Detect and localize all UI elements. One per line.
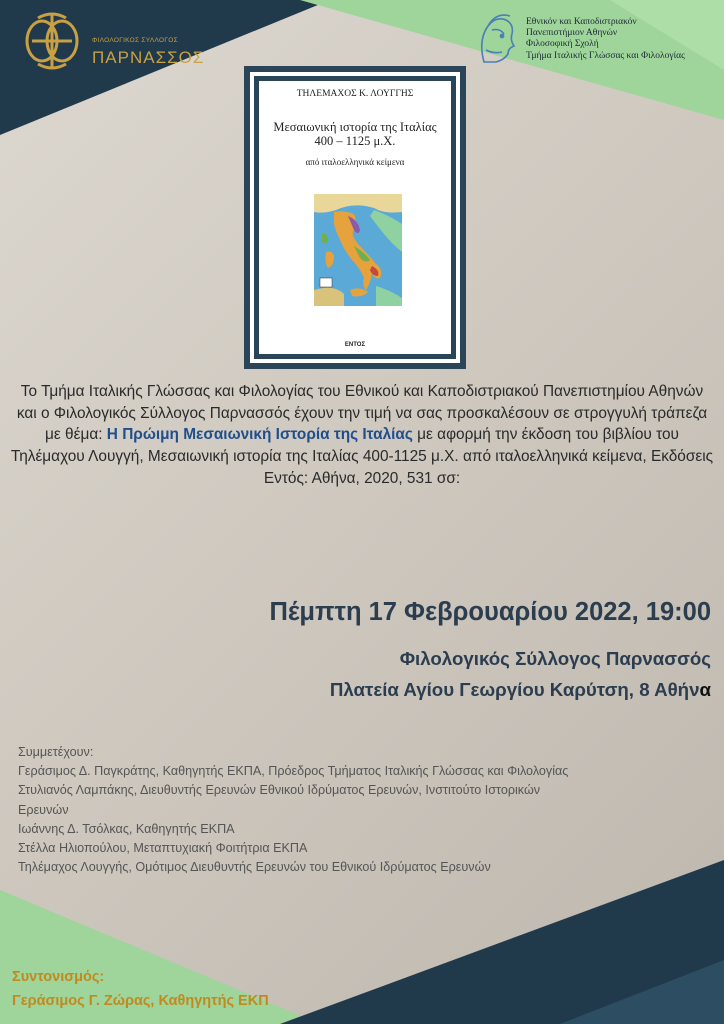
participant-item: Ερευνών xyxy=(18,802,69,817)
event-venue: Φιλολογικός Σύλλογος Παρνασσός xyxy=(399,648,711,669)
book-cover xyxy=(259,81,451,354)
book-subtitle: από ιταλοελληνικά κείμενα xyxy=(305,157,405,167)
book-cover-frame xyxy=(244,66,466,369)
participant-item: Στυλιανός Λαμπάκης, Διευθυντής Ερευνών Εθνικού Ιδρύματος Ερευνών, Ινστιτούτο Ιστορικών xyxy=(18,783,541,798)
participants-list xyxy=(18,743,708,877)
coordination-heading: Συντονισμός: xyxy=(12,969,105,985)
book-title: Μεσαιωνική ιστορία της Ιταλίας 400 – 1125 μ.Χ. xyxy=(273,120,437,148)
participant-item: Τηλέμαχος Λουγγής, Ομότιμος Διευθυντής Ερευνών του Εθνικού Ιδρύματος Ερευνών xyxy=(18,860,491,875)
event-address: Πλατεία Αγίου Γεωργίου Καρύτση, 8 Αθήνα xyxy=(329,679,711,700)
athena-icon xyxy=(474,10,520,72)
participant-item: Γεράσιμος Δ. Παγκράτης, Καθηγητής ΕΚΠΑ, Πρόεδρος Τμήματος Ιταλικής Γλώσσας και Φιλολογίας xyxy=(18,764,569,779)
society-name: ΠΑΡΝΑΣΣΟΣ xyxy=(92,48,205,67)
book-author: ΤΗΛΕΜΑΧΟΣ Κ. ΛΟΥΓΓΗΣ xyxy=(296,89,414,99)
invitation-text: Το Τμήμα Ιταλικής Γλώσσας και Φιλολογίας του Εθνικού και Καποδιστριακού Πανεπιστημίου Αθηνών και ο Φιλολογικός Σύλλογος Παρνασσός έχουν την τιμή να σας προσκαλέσουν σε στρογγυλή τράπεζα με θέμα: Η Πρώιμη Μεσαιωνική Ιστορία της Ιταλίας με αφορμή την έκδοση του βιβλίου του Τηλέμαχου Λουγγή, Μεσαιωνική ιστορία της Ιταλίας 400-1125 μ.Χ. από ιταλοελληνικά κείμενα, Εκδόσεις Εντός: Αθήνα, 2020, 531 σσ: xyxy=(10,383,714,487)
university-name: Εθνικόν και Καποδιστριακόν Πανεπιστήμιον Αθηνών Φιλοσοφική Σχολή Τμήμα Ιταλικής Γλώσσας και Φιλολογίας xyxy=(526,17,685,61)
parnassos-logo xyxy=(18,8,218,78)
italy-map-image xyxy=(314,194,402,306)
event-date: Πέμπτη 17 Φεβρουαρίου 2022, 19:00 xyxy=(269,598,711,626)
participants-heading: Συμμετέχουν: xyxy=(18,745,94,759)
university-logo xyxy=(474,10,719,80)
monogram-icon xyxy=(18,8,86,74)
coordinator-name: Γεράσιμος Γ. Ζώρας, Καθηγητής ΕΚΠ xyxy=(12,993,269,1009)
society-subtitle: ΦΙΛΟΛΟΓΙΚΟΣ ΣΥΛΛΟΓΟΣ xyxy=(92,37,178,44)
book-publisher: ΕΝΤΟΣ xyxy=(344,342,366,348)
participant-item: Ιωάννης Δ. Τσόλκας, Καθηγητής ΕΚΠΑ xyxy=(18,821,235,836)
roundtable-topic: Η Πρώιμη Μεσαιωνική Ιστορία της Ιταλίας xyxy=(106,426,413,444)
participant-item: Στέλλα Ηλιοπούλου, Μεταπτυχιακή Φοιτήτρια ΕΚΠΑ xyxy=(18,841,308,856)
